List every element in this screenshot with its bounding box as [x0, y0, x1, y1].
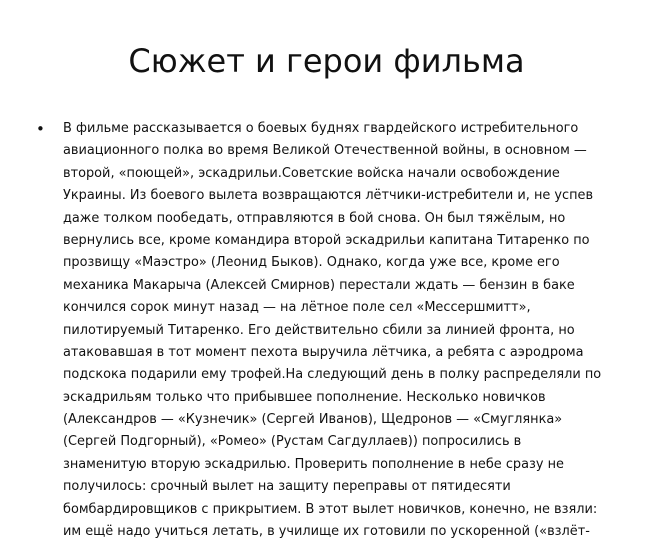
bullet-marker: • [36, 120, 45, 138]
paragraph-line: бомбардировщиков с прикрытием. В этот вылет новичков, конечно, не взяли: [63, 501, 598, 517]
paragraph-line: вернулись все, кроме командира второй эскадрильи капитана Титаренко по [63, 232, 590, 248]
paragraph-line: прозвищу «Маэстро» (Леонид Быков). Однако, когда уже все, кроме его [63, 255, 560, 271]
paragraph-line: авиационного полка во время Великой Отечественной войны, в основном — [63, 143, 587, 159]
bullet-paragraph [63, 118, 618, 543]
paragraph-line: механика Макарыча (Алексей Смирнов) перестали ждать — бензин в баке [63, 277, 575, 293]
paragraph-line: знаменитую вторую эскадрилью. Проверить пополнение в небе сразу не [63, 456, 564, 472]
paragraph-line: атаковавшая в тот момент пехота выручила лётчика, а ребята с аэродрома [63, 344, 584, 360]
paragraph-line: второй, «поющей», эскадрильи.Советские войска начали освобождение [63, 165, 560, 181]
paragraph-line: Украины. Из боевого вылета возвращаются лётчики-истребители и, не успев [63, 188, 594, 204]
paragraph-line: получилось: срочный вылет на защиту переправы от пятидесяти [63, 479, 511, 495]
paragraph-line: даже толком пообедать, отправляются в бой снова. Он был тяжёлым, но [63, 210, 566, 226]
paragraph-line: подскока подарили ему трофей.На следующий день в полку распределяли по [63, 367, 602, 383]
paragraph-line: (Александров — «Кузнечик» (Сергей Иванов), Щедронов — «Смуглянка» [63, 412, 563, 428]
paragraph-line: пилотируемый Титаренко. Его действительно сбили за линией фронта, но [63, 322, 575, 338]
paragraph-line: (Сергей Подгорный), «Ромео» (Рустам Сагдуллаев)) попросились в [63, 434, 522, 450]
paragraph-line: им ещё надо учиться летать, в училище их готовили по ускоренной («взлёт- [63, 524, 590, 540]
paragraph-line: кончился сорок минут назад — на лётное поле сел «Мессершмитт», [63, 300, 531, 316]
paragraph-line: эскадрильям только что прибывшее пополнение. Несколько новичков [63, 389, 546, 405]
slide-title: Сюжет и герои фильма [128, 42, 525, 80]
paragraph-line: В фильме рассказывается о боевых буднях гвардейского истребительного [63, 121, 579, 136]
